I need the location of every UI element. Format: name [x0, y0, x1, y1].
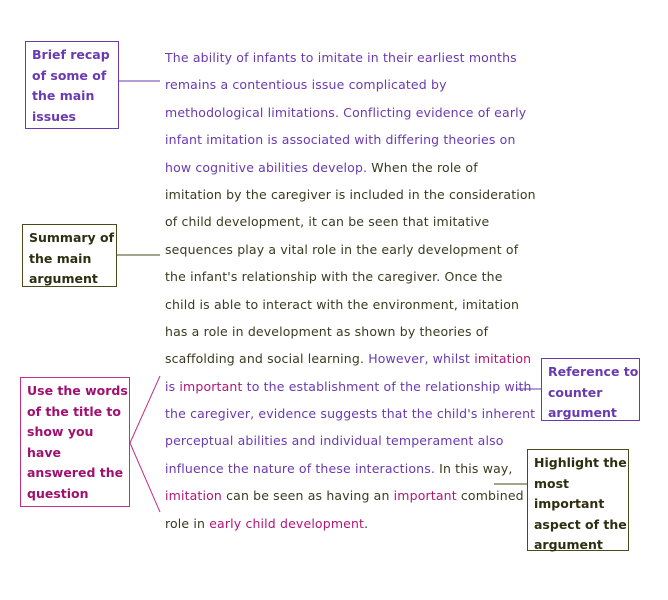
- annotation-line: argument: [29, 271, 98, 286]
- text-run: remains a contentious issue complicated by: [165, 77, 447, 93]
- annotation-line: important: [534, 496, 605, 511]
- annotation-line: the main: [32, 88, 95, 103]
- annotation-line: argument: [548, 405, 617, 420]
- text-run: perceptual abilities and individual temperament also: [165, 433, 504, 449]
- text-run: influence the nature of these interactions.: [165, 460, 436, 476]
- text-run: In this way,: [435, 460, 513, 476]
- annotation-line: most: [534, 475, 570, 491]
- annotation-line: of some of: [32, 67, 107, 83]
- annotation-line: answered the: [27, 465, 124, 480]
- annotation-line: have: [27, 444, 61, 460]
- annotation-line: Highlight the: [534, 455, 627, 470]
- text-run: methodological limitations. Conflicting evidence of early: [165, 104, 527, 120]
- text-run: can be seen as having an: [221, 488, 394, 504]
- connector-title-upper: [130, 376, 160, 443]
- text-run: When the role of: [367, 159, 478, 175]
- annotation-line: Use the words: [27, 383, 128, 398]
- annotation-line: Brief recap: [32, 47, 110, 62]
- text-run: important: [179, 378, 243, 394]
- text-run: .: [364, 515, 369, 531]
- text-run: role in: [165, 515, 210, 531]
- text-run: how cognitive abilities develop.: [165, 159, 368, 175]
- text-run: imitation by the caregiver is included in the consideration: [165, 186, 536, 202]
- annotation-line: counter: [548, 384, 603, 400]
- text-run: early child development: [209, 515, 365, 531]
- annotation-line: aspect of the: [534, 516, 627, 532]
- text-run: imitation: [165, 488, 222, 504]
- annotation-line: show you: [27, 424, 94, 439]
- text-run: the caregiver, evidence suggests that the child's inherent: [165, 406, 536, 422]
- connector-title-lower: [130, 443, 160, 512]
- annotation-line: issues: [32, 108, 76, 124]
- text-run: However, whilst: [364, 351, 475, 367]
- annotation-line: question: [27, 485, 89, 501]
- text-run: sequences play a vital role in the early development of: [165, 241, 519, 257]
- annotation-line: of the title to: [27, 403, 121, 419]
- text-run: combined: [456, 488, 524, 504]
- annotation-line: Reference to: [548, 364, 639, 379]
- text-run: important: [393, 488, 457, 504]
- text-run: to the establishment of the relationship with: [242, 378, 532, 394]
- text-run: of child development, it can be seen that imitative: [165, 214, 490, 230]
- annotation-line: the main: [29, 250, 92, 266]
- text-run: is: [165, 378, 180, 394]
- text-run: The ability of infants to imitate in their earliest months: [165, 50, 517, 65]
- text-run: child is able to interact with the environment, imitation: [165, 296, 520, 312]
- text-run: infant imitation is associated with differing theories on: [165, 132, 516, 148]
- text-run: has a role in development as shown by theories of: [165, 323, 489, 339]
- text-run: scaffolding and social learning.: [165, 351, 365, 367]
- annotation-line: argument: [534, 537, 603, 552]
- text-run: imitation: [474, 351, 532, 367]
- annotation-line: Summary of: [29, 230, 115, 245]
- text-run: the infant's relationship with the caregiver. Once the: [165, 269, 503, 285]
